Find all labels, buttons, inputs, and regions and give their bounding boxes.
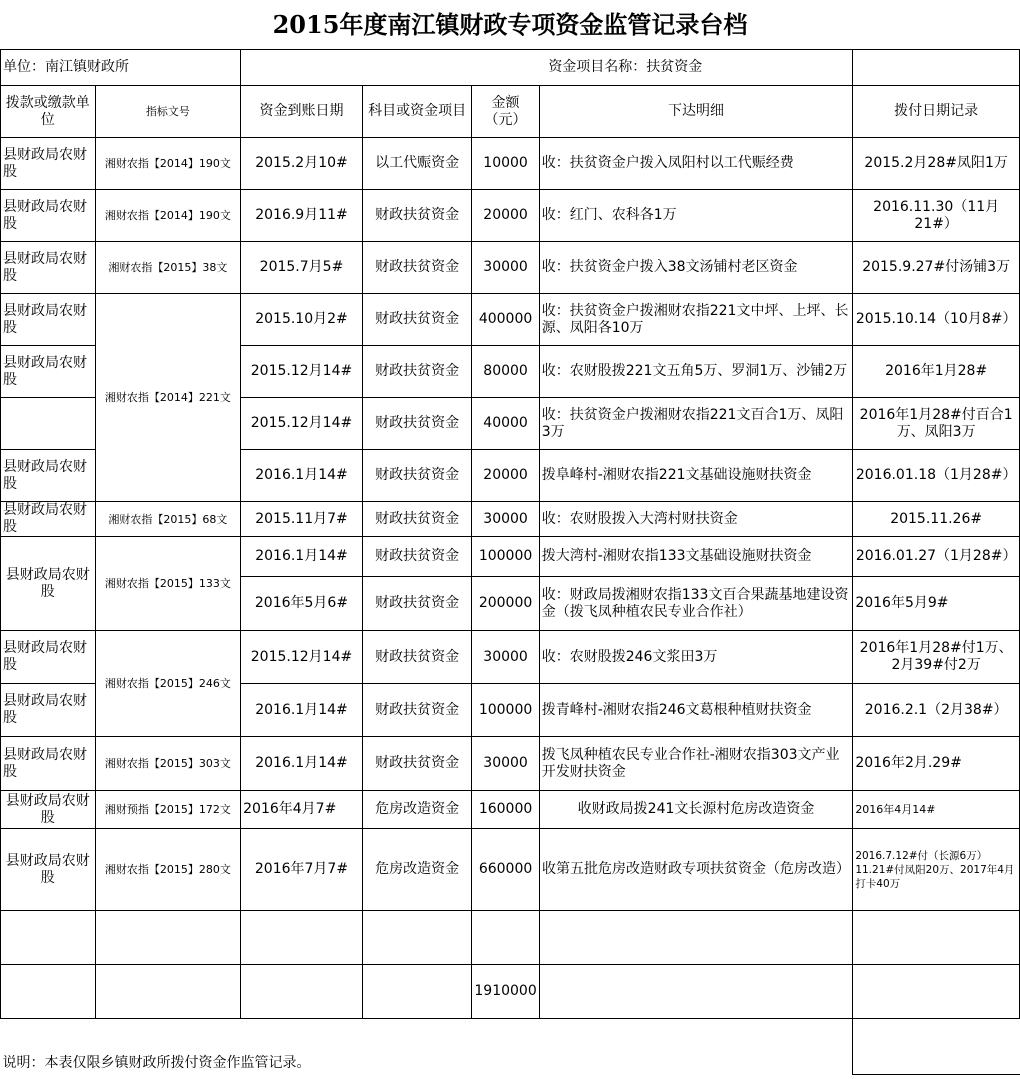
table-cell: 收：扶贫资金户拨湘财农指221文百合1万、凤阳3万: [539, 398, 853, 450]
table-cell: 收财政局拨241文长源村危房改造资金: [539, 791, 853, 829]
header-cell: 资金到账日期: [241, 86, 363, 138]
table-cell: 县财政局农财股: [1, 294, 96, 346]
table-cell: 30000: [472, 502, 539, 537]
empty-cell: [241, 965, 363, 1019]
table-cell: 2015.7月5#: [241, 242, 363, 294]
table-cell: 2016年1月28#付1万、2月39#付2万: [853, 631, 1020, 684]
table-cell: 2015.12月14#: [241, 631, 363, 684]
table-cell: 收：农财股拨221文五角5万、罗洞1万、沙铺2万: [539, 346, 853, 398]
table-cell: 2016年1月28#: [853, 346, 1020, 398]
table-cell: 财政扶贫资金: [362, 684, 472, 737]
table-row: [1, 294, 1020, 346]
header-cell: 科目或资金项目: [362, 86, 472, 138]
table-cell: 2016.1月14#: [241, 737, 363, 791]
empty-row: [1, 911, 1020, 965]
table-row: [1, 631, 1020, 684]
table-cell: 2016年1月28#付百合1万、凤阳3万: [853, 398, 1020, 450]
table-cell: 2016年7月7#: [241, 829, 363, 911]
empty-cell: [853, 911, 1020, 965]
table-cell: 湘财农指【2015】246文: [95, 631, 241, 737]
table-cell: 2016年4月7#: [241, 791, 363, 829]
table-cell: 县财政局农财股: [1, 684, 96, 737]
table-cell: 财政扶贫资金: [362, 502, 472, 537]
table-cell: 湘财农指【2015】280文: [95, 829, 241, 911]
table-cell: 财政扶贫资金: [362, 537, 472, 577]
table-cell: 30000: [472, 737, 539, 791]
table-cell: 湘财农指【2014】221文: [95, 294, 241, 502]
table-cell: 财政扶贫资金: [362, 190, 472, 242]
table-cell: 2016年5月9#: [853, 577, 1020, 631]
table-cell: 财政扶贫资金: [362, 737, 472, 791]
table-cell: 财政扶贫资金: [362, 294, 472, 346]
empty-cell: [853, 50, 1020, 86]
note-text: 说明：本表仅限乡镇财政所拨付资金作监管记录。: [1, 1019, 853, 1075]
table-cell: 湘财预指【2015】172文: [95, 791, 241, 829]
table-cell: 财政扶贫资金: [362, 450, 472, 502]
table-cell: 160000: [472, 791, 539, 829]
table-cell: 10000: [472, 138, 539, 190]
table-cell: 2015.11.26#: [853, 502, 1020, 537]
project-label: 资金项目名称：扶贫资金: [241, 50, 853, 86]
table-cell: 湘财农指【2014】190文: [95, 190, 241, 242]
info-row: [1, 50, 1020, 86]
table-row: [1, 138, 1020, 190]
table-cell: 县财政局农财股: [1, 190, 96, 242]
table-cell: 40000: [472, 398, 539, 450]
table-cell: 2015.12月14#: [241, 346, 363, 398]
table-cell: 县财政局农财股: [1, 791, 96, 829]
table-cell: 收：扶贫资金户拨入凤阳村以工代赈经费: [539, 138, 853, 190]
header-cell: 下达明细: [539, 86, 853, 138]
table-cell: 200000: [472, 577, 539, 631]
empty-cell: [539, 965, 853, 1019]
table-cell: 县财政局农财股: [1, 450, 96, 502]
table-row: [1, 190, 1020, 242]
table-row: [1, 502, 1020, 537]
table-row: [1, 537, 1020, 577]
table-cell: 400000: [472, 294, 539, 346]
table-cell: 收：农财股拨入大湾村财扶资金: [539, 502, 853, 537]
table-cell: 2016.01.27（1月28#）: [853, 537, 1020, 577]
table-cell: 20000: [472, 190, 539, 242]
table-cell: 收：扶贫资金户拨湘财农指221文中坪、上坪、长源、凤阳各10万: [539, 294, 853, 346]
empty-cell: [362, 965, 472, 1019]
table-cell: 县财政局农财股: [1, 346, 96, 398]
table-row: [1, 242, 1020, 294]
header-cell: 指标文号: [95, 86, 241, 138]
table-cell: 80000: [472, 346, 539, 398]
table-cell: 拨青峰村-湘财农指246文葛根种植财扶资金: [539, 684, 853, 737]
table-cell: 财政扶贫资金: [362, 577, 472, 631]
table-cell: 2016.2.1（2月38#）: [853, 684, 1020, 737]
header-row: [1, 86, 1020, 138]
empty-cell: [1, 965, 96, 1019]
table-cell: 2015.9.27#付汤铺3万: [853, 242, 1020, 294]
table-cell: 660000: [472, 829, 539, 911]
note-row: [1, 1019, 1020, 1075]
table-cell: 收第五批危房改造财政专项扶贫资金（危房改造）: [539, 829, 853, 911]
header-cell: 拨款或缴款单位: [1, 86, 96, 138]
ledger-table: [0, 49, 1020, 1075]
table-cell: 30000: [472, 631, 539, 684]
table-cell: 2015.10月2#: [241, 294, 363, 346]
table-cell: 湘财农指【2014】190文: [95, 138, 241, 190]
table-cell: 收：扶贫资金户拨入38文汤铺村老区资金: [539, 242, 853, 294]
header-cell: 拨付日期记录: [853, 86, 1020, 138]
table-cell: 收：财政局拨湘财农指133文百合果蔬基地建设资金（拨飞凤种植农民专业合作社）: [539, 577, 853, 631]
table-cell: 财政扶贫资金: [362, 631, 472, 684]
table-cell: 县财政局农财股: [1, 138, 96, 190]
header-cell: 金额（元）: [472, 86, 539, 138]
table-cell: 危房改造资金: [362, 791, 472, 829]
table-cell: 2016.01.18（1月28#）: [853, 450, 1020, 502]
empty-cell: [95, 965, 241, 1019]
table-cell: 以工代赈资金: [362, 138, 472, 190]
table-cell: 财政扶贫资金: [362, 242, 472, 294]
table-cell: 2016年5月6#: [241, 577, 363, 631]
empty-cell: [539, 911, 853, 965]
empty-cell: [853, 965, 1020, 1019]
table-cell: 2015.11月7#: [241, 502, 363, 537]
table-row: [1, 791, 1020, 829]
empty-cell: [1, 911, 96, 965]
table-cell: 县财政局农财股: [1, 829, 96, 911]
table-cell: 拨阜峰村-湘财农指221文基础设施财扶资金: [539, 450, 853, 502]
page-title: 2015年度南江镇财政专项资金监管记录台档: [272, 10, 748, 39]
table-cell: 2016.1月14#: [241, 537, 363, 577]
table-cell: 20000: [472, 450, 539, 502]
table-row: [1, 829, 1020, 911]
table-cell: 2016.9月11#: [241, 190, 363, 242]
table-cell: 县财政局农财股: [1, 537, 96, 631]
table-cell: 财政扶贫资金: [362, 346, 472, 398]
table-cell: 危房改造资金: [362, 829, 472, 911]
table-cell: 县财政局农财股: [1, 737, 96, 791]
empty-cell: [241, 911, 363, 965]
total-amount: 1910000: [472, 965, 539, 1019]
table-cell: 财政扶贫资金: [362, 398, 472, 450]
table-cell: 县财政局农财股: [1, 631, 96, 684]
table-cell: 2016.11.30（11月21#）: [853, 190, 1020, 242]
total-row: [1, 965, 1020, 1019]
table-cell: 2016.1月14#: [241, 450, 363, 502]
table-cell: 收：农财股拨246文浆田3万: [539, 631, 853, 684]
table-cell: 2015.12月14#: [241, 398, 363, 450]
empty-cell: [1, 398, 96, 450]
table-cell: 2015.2月10#: [241, 138, 363, 190]
table-cell: 县财政局农财股: [1, 502, 96, 537]
table-cell: 100000: [472, 537, 539, 577]
table-cell: 拨大湾村-湘财农指133文基础设施财扶资金: [539, 537, 853, 577]
table-cell: 2016.7.12#付（长源6万）11.21#付凤阳20万、2017年4月打卡40万: [853, 829, 1020, 911]
unit-label: 单位：南江镇财政所: [1, 50, 241, 86]
table-cell: 拨飞凤种植农民专业合作社-湘财农指303文产业开发财扶资金: [539, 737, 853, 791]
table-cell: 2016年2月.29#: [853, 737, 1020, 791]
table-cell: 湘财农指【2015】133文: [95, 537, 241, 631]
table-cell: 2015.10.14（10月8#）: [853, 294, 1020, 346]
table-cell: 2016.1月14#: [241, 684, 363, 737]
table-cell: 湘财农指【2015】68文: [95, 502, 241, 537]
table-cell: 县财政局农财股: [1, 242, 96, 294]
empty-cell: [95, 911, 241, 965]
table-cell: 100000: [472, 684, 539, 737]
table-cell: 30000: [472, 242, 539, 294]
table-cell: 湘财农指【2015】38文: [95, 242, 241, 294]
table-cell: 2016年4月14#: [853, 791, 1020, 829]
empty-cell: [472, 911, 539, 965]
table-cell: 湘财农指【2015】303文: [95, 737, 241, 791]
table-row: [1, 737, 1020, 791]
table-cell: 收：红门、农科各1万: [539, 190, 853, 242]
empty-cell: [853, 1019, 1020, 1075]
empty-cell: [362, 911, 472, 965]
table-cell: 2015.2月28#凤阳1万: [853, 138, 1020, 190]
